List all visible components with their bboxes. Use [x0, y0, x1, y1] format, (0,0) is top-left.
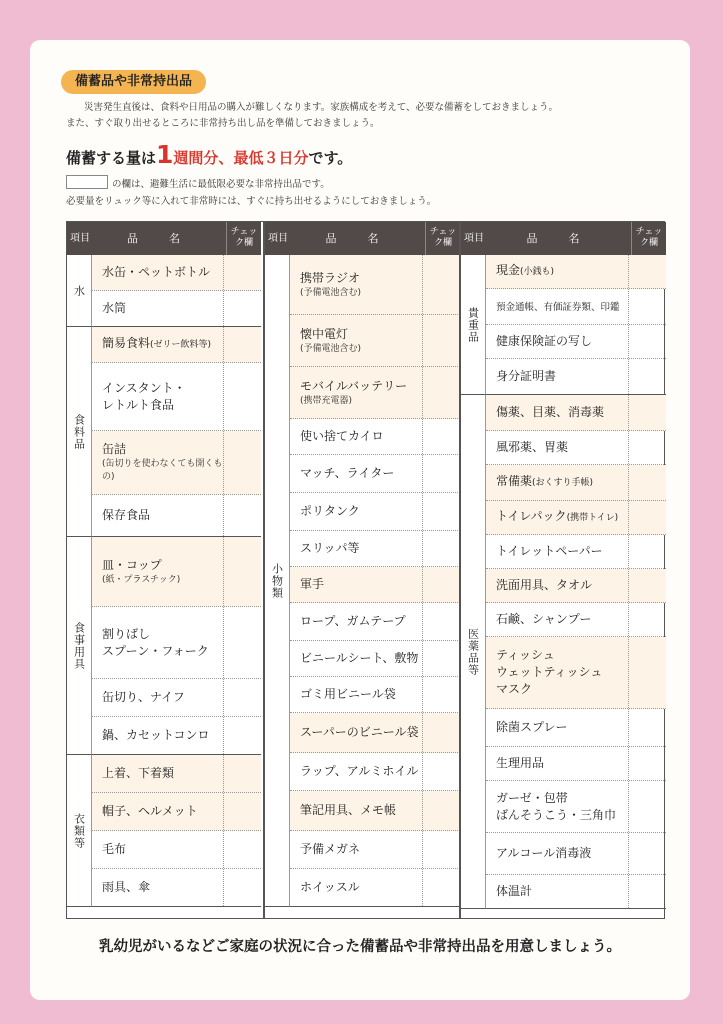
item-name-cell	[290, 686, 422, 703]
checklist-row	[486, 431, 666, 465]
category-label	[461, 255, 486, 395]
item-name: 皿・コップ	[102, 557, 162, 572]
item-name: 筆記用具、メモ帳	[300, 803, 397, 817]
item-name-cell	[290, 724, 422, 741]
headline-number: 1	[156, 140, 174, 169]
check-box[interactable]	[422, 677, 460, 712]
checklist-row	[290, 531, 460, 567]
item-name: 帽子、ヘルメット	[102, 804, 198, 818]
item-name: 体温計	[496, 884, 533, 898]
check-box[interactable]	[628, 431, 666, 464]
checklist-row	[486, 781, 666, 833]
checklist-row	[92, 255, 261, 291]
checklist-row	[290, 493, 460, 531]
checklist-row	[290, 567, 460, 603]
check-box[interactable]	[422, 791, 460, 830]
item-name: ゴミ用ビニール袋	[300, 687, 396, 701]
item-name: アルコール消毒液	[496, 846, 592, 860]
item-name: 缶切り、ナイフ	[102, 690, 185, 704]
item-name-cell	[486, 647, 628, 698]
item-name: 割りばし スプーン・フォーク	[102, 626, 209, 658]
item-name: 生理用品	[496, 756, 545, 770]
check-box[interactable]	[223, 495, 261, 536]
checklist-row	[486, 255, 666, 289]
checklist-row	[92, 363, 261, 431]
check-box[interactable]	[223, 327, 261, 362]
item-name-cell	[486, 883, 628, 900]
item-name: 保存食品	[102, 508, 151, 522]
item-name-cell	[290, 841, 422, 858]
check-box[interactable]	[223, 679, 261, 716]
headline-mid: 週間分、	[173, 149, 234, 167]
item-name: 身分証明書	[496, 369, 557, 383]
item-name-cell	[290, 802, 422, 819]
item-name-cell	[486, 473, 628, 492]
check-box[interactable]	[628, 359, 666, 394]
item-name: 雨具、傘	[102, 880, 151, 894]
checklist-row	[92, 679, 261, 717]
headline-pre: 備蓄する量は	[66, 149, 157, 167]
check-box[interactable]	[223, 793, 261, 830]
header-check: チェック欄	[425, 222, 460, 255]
category-text: 水	[72, 284, 86, 297]
item-name-cell	[486, 543, 628, 560]
item-name: 簡易食料	[102, 336, 151, 350]
item-name-cell	[486, 755, 628, 772]
check-box[interactable]	[223, 831, 261, 868]
checklist-row	[92, 755, 261, 793]
item-note: (おくすり手帳)	[532, 478, 594, 488]
category-label	[265, 255, 290, 907]
item-name-cell	[486, 845, 628, 862]
check-box[interactable]	[422, 455, 460, 492]
item-name: 懐中電灯	[300, 326, 349, 341]
category-text: 医薬品等	[466, 627, 480, 676]
category-text: 食事用具	[72, 621, 86, 670]
section-title: 備蓄品や非常持出品	[61, 70, 206, 94]
checklist-row	[290, 255, 460, 315]
checklist-row	[290, 791, 460, 831]
checklist-row	[486, 875, 666, 909]
check-box[interactable]	[422, 603, 460, 640]
item-name-cell	[290, 540, 422, 557]
item-name: ビニールシート、敷物	[300, 651, 419, 665]
item-name: ラップ、アルミホイル	[300, 764, 419, 778]
item-name-cell	[92, 689, 223, 706]
intro-text	[66, 100, 676, 132]
item-name: 傷薬、目薬、消毒薬	[496, 405, 605, 419]
checklist-row	[290, 315, 460, 367]
item-name-cell	[92, 264, 223, 281]
check-box[interactable]	[223, 607, 261, 678]
headline-minimum: 最低３日分	[233, 149, 309, 167]
item-name-cell	[290, 763, 422, 780]
item-name-cell	[92, 879, 223, 896]
checklist-row	[92, 607, 261, 679]
checklist-row	[290, 713, 460, 753]
item-name-cell	[92, 765, 223, 782]
category-text: 食料品	[72, 413, 86, 450]
check-box[interactable]	[628, 709, 666, 746]
item-subnote: (携帯充電器)	[300, 395, 353, 406]
check-box[interactable]	[628, 501, 666, 534]
check-box[interactable]	[628, 535, 666, 568]
check-box[interactable]	[628, 603, 666, 636]
item-note: (携帯トイレ)	[566, 513, 619, 523]
check-box[interactable]	[628, 395, 666, 430]
item-name-cell	[92, 557, 223, 587]
category-text: 衣類等	[72, 812, 86, 849]
check-box[interactable]	[422, 367, 460, 418]
item-name-cell	[486, 298, 628, 316]
item-name: マッチ、ライター	[300, 466, 395, 480]
item-name: トイレットペーパー	[496, 544, 603, 558]
item-name: 現金	[496, 263, 521, 277]
item-name: 缶詰	[102, 442, 127, 456]
item-name: 健康保険証の写し	[496, 334, 593, 348]
item-name: インスタント・ レトルト食品	[102, 380, 186, 412]
checklist-row	[290, 367, 460, 419]
item-name-cell	[290, 378, 422, 408]
check-box[interactable]	[628, 637, 666, 708]
checklist-row	[92, 537, 261, 607]
item-name-cell	[486, 333, 628, 350]
item-name-cell	[290, 465, 422, 482]
item-name-cell	[290, 270, 422, 300]
item-name-cell	[92, 727, 223, 744]
checklist-row	[290, 753, 460, 791]
item-note: (小銭も)	[520, 267, 555, 277]
checklist-row	[290, 869, 460, 907]
checklist-row	[92, 291, 261, 327]
header-check: チェック欄	[226, 222, 261, 255]
check-box[interactable]	[422, 641, 460, 676]
note-line-1: の欄は、避難生活に最低限必要な非常持出品です。	[112, 179, 330, 190]
headline	[66, 140, 352, 169]
item-name-cell	[92, 380, 223, 414]
item-name-cell	[290, 428, 422, 445]
item-name: 使い捨てカイロ	[300, 429, 384, 443]
checklist-row	[486, 465, 666, 501]
item-name: 鍋、カセットコンロ	[102, 728, 210, 742]
item-name: 風邪薬、胃薬	[496, 440, 569, 454]
item-name: モバイルバッテリー	[300, 378, 408, 393]
item-name: トイレパック	[496, 509, 567, 523]
item-name: 上着、下着類	[102, 766, 175, 780]
check-box[interactable]	[422, 255, 460, 314]
checklist-row	[290, 419, 460, 455]
table-column-1	[67, 222, 261, 918]
check-box[interactable]	[223, 717, 261, 754]
check-box[interactable]	[422, 531, 460, 566]
item-name: 水筒	[102, 301, 127, 315]
item-name-cell	[92, 441, 223, 484]
item-name: 石鹸、シャンプー	[496, 612, 592, 626]
item-name: ホイッスル	[300, 880, 360, 894]
item-name: スーパーのビニール袋	[300, 725, 419, 739]
item-name: 洗面用具、タオル	[496, 578, 593, 592]
item-name: 常備薬	[496, 474, 533, 488]
checklist-row	[486, 637, 666, 709]
item-name: ロープ、ガムテープ	[300, 614, 406, 628]
checklist-row	[486, 289, 666, 325]
check-box[interactable]	[628, 325, 666, 358]
checklist-row	[92, 717, 261, 755]
item-name-cell	[290, 613, 422, 630]
item-name-cell	[92, 335, 223, 354]
item-note: (ゼリー飲料等)	[150, 340, 212, 350]
checklist-row	[486, 833, 666, 875]
checklist-row	[92, 831, 261, 869]
checklist-row	[92, 869, 261, 907]
checklist-row	[486, 747, 666, 781]
checklist-row	[290, 603, 460, 641]
checklist-row	[290, 641, 460, 677]
item-subnote: (予備電池含む)	[300, 287, 362, 298]
item-name-cell	[290, 576, 422, 593]
item-name-cell	[290, 650, 422, 667]
intro-line-1: 災害発生直後は、食料や日用品の購入が難しくなります。家族構成を考えて、必要な備蓄をしておきましょう。	[84, 102, 559, 113]
check-box[interactable]	[223, 255, 261, 290]
checklist-row	[486, 325, 666, 359]
check-box[interactable]	[223, 755, 261, 792]
item-name-cell	[92, 300, 223, 317]
note	[66, 175, 666, 210]
category-text: 貴重品	[466, 306, 480, 343]
check-box[interactable]	[628, 747, 666, 780]
header-item-name: 品 名	[526, 232, 590, 245]
table-header	[265, 222, 460, 255]
checklist-row	[290, 455, 460, 493]
checklist-row	[486, 535, 666, 569]
check-box[interactable]	[422, 567, 460, 602]
item-name: 予備メガネ	[300, 842, 361, 856]
checklist-row	[290, 677, 460, 713]
item-name-cell	[486, 262, 628, 281]
check-box[interactable]	[422, 315, 460, 366]
item-name-cell	[486, 508, 628, 527]
item-name-cell	[290, 879, 422, 896]
checklist-row	[92, 495, 261, 537]
category-text: 小物類	[270, 562, 284, 599]
check-box[interactable]	[422, 419, 460, 454]
checklist-table	[66, 221, 665, 919]
checklist-row	[92, 431, 261, 495]
check-box[interactable]	[628, 569, 666, 602]
check-box[interactable]	[223, 869, 261, 906]
checklist-row	[486, 359, 666, 395]
item-name: 毛布	[102, 842, 127, 856]
checklist-row	[92, 793, 261, 831]
item-name-cell	[486, 611, 628, 628]
item-name-cell	[486, 790, 628, 824]
header-category: 項目	[70, 233, 90, 244]
item-name-cell	[486, 577, 628, 594]
item-name: 軍手	[300, 577, 325, 591]
footer-message: 乳幼児がいるなどご家庭の状況に合った備蓄品や非常持出品を用意しましょう。	[99, 939, 621, 955]
check-box[interactable]	[422, 713, 460, 752]
item-name: 除菌スプレー	[496, 720, 568, 734]
checklist-row	[486, 569, 666, 603]
item-subnote: (予備電池含む)	[300, 343, 362, 354]
item-name-cell	[486, 404, 628, 421]
check-box[interactable]	[223, 363, 261, 430]
item-name: 携帯ラジオ	[300, 270, 361, 285]
item-name: ティッシュ ウェットティッシュ マスク	[496, 648, 603, 696]
check-box[interactable]	[422, 753, 460, 790]
item-subnote: (紙・プラスチック)	[102, 574, 181, 585]
item-name-cell	[486, 719, 628, 736]
check-box[interactable]	[628, 833, 666, 874]
headline-post: です。	[308, 149, 353, 167]
checklist-row	[486, 395, 666, 431]
table-header	[461, 222, 666, 255]
check-box[interactable]	[628, 781, 666, 832]
checklist-row	[486, 709, 666, 747]
check-box[interactable]	[422, 831, 460, 868]
item-name-cell	[290, 326, 422, 356]
checklist-row	[486, 603, 666, 637]
item-name: 預金通帳、有価証券類、印鑑	[496, 301, 620, 313]
legend-box	[66, 175, 108, 189]
table-column-3	[459, 222, 666, 918]
intro-line-2: また、すぐ取り出せるところに非常持ち出し品を準備しておきましょう。	[66, 118, 380, 129]
item-name: スリッパ等	[300, 541, 360, 555]
header-category: 項目	[464, 233, 484, 244]
check-box[interactable]	[628, 465, 666, 500]
table-header	[67, 222, 261, 255]
check-box[interactable]	[223, 291, 261, 326]
item-name: ポリタンク	[300, 504, 360, 518]
check-box[interactable]	[628, 289, 666, 324]
item-name-cell	[486, 368, 628, 385]
check-box[interactable]	[628, 875, 666, 908]
item-name-cell	[290, 503, 422, 520]
checklist-row	[486, 501, 666, 535]
item-name-cell	[92, 841, 223, 858]
checklist-row	[92, 327, 261, 363]
header-check: チェック欄	[631, 222, 666, 255]
check-box[interactable]	[422, 493, 460, 530]
category-label	[67, 755, 92, 907]
category-label	[67, 255, 92, 327]
check-box[interactable]	[422, 869, 460, 906]
check-box[interactable]	[628, 255, 666, 288]
item-name-cell	[92, 507, 223, 524]
item-name-cell	[92, 626, 223, 660]
category-label	[67, 327, 92, 537]
item-subnote: (缶切りを使わなくても開くもの)	[102, 459, 223, 482]
item-name-cell	[486, 439, 628, 456]
checklist-row	[290, 831, 460, 869]
header-category: 項目	[268, 233, 288, 244]
item-name: 水缶・ペットボトル	[102, 265, 211, 279]
item-name: ガーゼ・包帯 ばんそうこう・三角巾	[496, 790, 617, 822]
category-label	[67, 537, 92, 755]
check-box[interactable]	[223, 537, 261, 606]
item-name-cell	[92, 803, 223, 820]
note-line-2: 必要量をリュック等に入れて非常時には、すぐに持ち出せるようにしておきましょう。	[66, 196, 437, 207]
header-item-name: 品 名	[325, 232, 389, 245]
table-column-2	[263, 222, 460, 918]
check-box[interactable]	[223, 431, 261, 494]
category-label	[461, 395, 486, 909]
header-item-name: 品 名	[127, 232, 190, 245]
